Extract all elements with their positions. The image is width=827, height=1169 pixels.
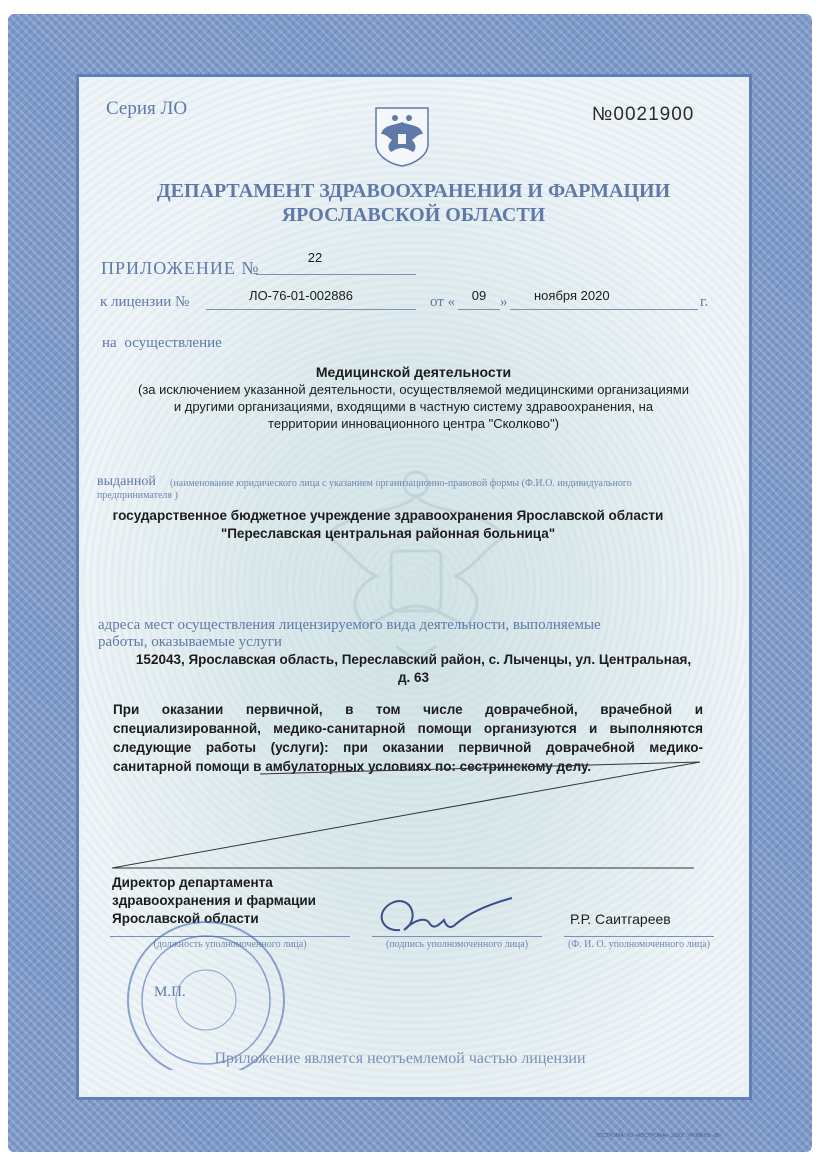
license-from-label: от «	[430, 294, 456, 310]
blank-space-z-line	[110, 756, 710, 876]
department-title-line2: ЯРОСЛАВСКОЙ ОБЛАСТИ	[281, 204, 546, 226]
activity-title: Медицинской деятельности	[315, 364, 512, 380]
activity-line3: территории инновационного центра "Сколково")	[268, 416, 559, 431]
signer-position-line2: здравоохранения и фармации	[112, 893, 316, 908]
license-date-underline	[510, 309, 698, 310]
license-day-underline	[458, 309, 500, 310]
issued-org-line1: государственное бюджетное учреждение здравоохранения Ярославской области	[112, 508, 664, 523]
appendix-number: 22	[307, 250, 323, 265]
issued-hint-line2: предпринимателя )	[97, 490, 178, 501]
name-underline	[564, 936, 714, 937]
series-label: Серия ЛО	[106, 98, 188, 119]
services-line3: следующие работы (услуги): при оказании первичной доврачебной медико-	[113, 740, 703, 755]
issued-org-line2: "Переславская центральная районная больница"	[220, 526, 556, 541]
services-line2: специализированной, медико-санитарной помощи организуются и выполняются	[113, 721, 703, 736]
activity-label: на осуществление	[102, 335, 222, 351]
signer-position-line1: Директор департамента	[112, 875, 273, 890]
address-label-line1: адреса мест осуществления лицензируемого вида деятельности, выполняемые	[98, 617, 601, 633]
address-line2: д. 63	[397, 670, 430, 685]
signature-hint: (подпись уполномоченного лица)	[385, 939, 529, 950]
license-year-suffix: г.	[700, 294, 709, 310]
license-day: 09	[471, 288, 487, 303]
printer-mark: ГОСТРОМА, ЛО «КОСТРОМА», 2020Г. УРОВЕНЬ «В»	[596, 1133, 722, 1139]
form-number: №0021900	[592, 104, 695, 125]
stamp-place-label: М.П.	[154, 984, 186, 1000]
issued-hint-line1: (наименование юридического лица с указанием организационно-правовой формы (Ф.И.О. индивидуального	[170, 478, 632, 489]
appendix-underline	[256, 274, 416, 275]
activity-line1: (за исключением указанной деятельности, осуществляемой медицинскими организациями	[138, 382, 689, 397]
issued-label: выданной	[97, 474, 156, 489]
services-line1: При оказании первичной, в том числе доврачебной, врачебной и	[113, 702, 703, 717]
coat-of-arms-icon	[372, 104, 432, 168]
department-title-line1: ДЕПАРТАМЕНТ ЗДРАВООХРАНЕНИЯ И ФАРМАЦИИ	[156, 180, 671, 202]
license-close-quote: »	[500, 294, 508, 310]
appendix-label: ПРИЛОЖЕНИЕ №	[101, 258, 260, 278]
address-line1: 152043, Ярославская область, Переславский район, с. Лыченцы, ул. Центральная,	[135, 652, 692, 667]
signer-name: Р.Р. Саитгареев	[570, 911, 671, 927]
name-hint: (Ф. И. О. уполномоченного лица)	[567, 939, 711, 950]
signature-underline	[372, 936, 542, 937]
license-month-year: ноября 2020	[534, 288, 610, 303]
address-label-line2: работы, оказываемые услуги	[98, 634, 282, 650]
license-number-underline	[206, 309, 416, 310]
official-seal-icon	[96, 920, 286, 1070]
activity-line2: и другими организациями, входящими в частную систему здравоохранения, на	[173, 399, 654, 414]
signer-position-line3: Ярославской области	[112, 911, 259, 926]
position-hint: (должность уполномоченного лица)	[153, 939, 307, 950]
eagle-watermark-icon	[296, 456, 536, 676]
license-number: ЛО-76-01-002886	[249, 288, 353, 303]
footer-note: Приложение является неотъемлемой частью лицензии	[214, 1050, 586, 1067]
license-label: к лицензии №	[100, 294, 190, 310]
services-line4: санитарной помощи в амбулаторных условиях по: сестринскому делу.	[113, 759, 592, 774]
